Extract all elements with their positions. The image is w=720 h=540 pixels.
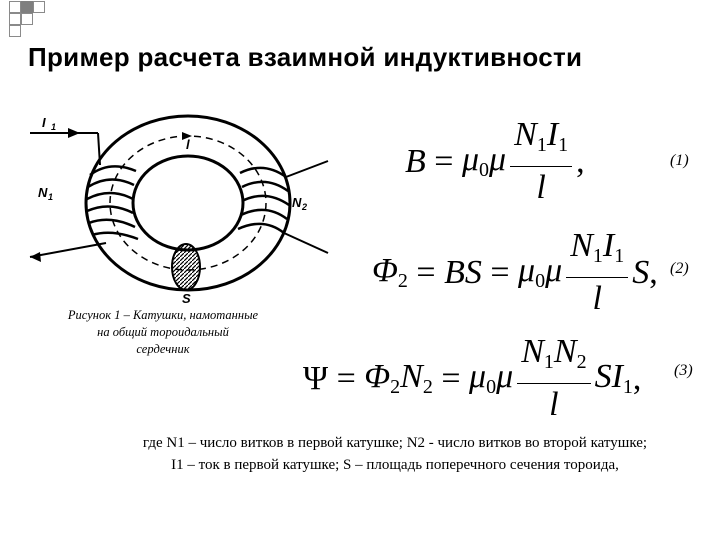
current-arrow-out	[30, 252, 41, 262]
label-n2: N	[292, 195, 302, 210]
definition-line-1: где N1 – число витков в первой катушке; N2 - число витков во второй катушке;	[142, 435, 648, 451]
label-s: S	[182, 291, 191, 305]
corner-square	[21, 1, 33, 13]
variable-definitions	[70, 432, 720, 476]
equation-3-number: (3)	[674, 362, 693, 379]
label-l: l	[186, 137, 190, 152]
figure-caption	[28, 307, 298, 358]
label-i1: I	[42, 115, 46, 130]
toroid-figure	[28, 105, 348, 305]
corner-square	[9, 25, 21, 37]
caption-line: сердечник	[136, 342, 190, 356]
cross-section-s	[172, 244, 200, 290]
definition-line-2: I1 – ток в первой катушке; S – площадь поперечного сечения тороида,	[171, 457, 619, 473]
label-i1-sub: 1	[51, 122, 57, 132]
corner-square	[21, 13, 33, 25]
equation-2: $\Phi_2$ = BS = $\mu_0\mu$ $\frac{N_1I_1}{l}$ S ,	[372, 227, 658, 317]
label-n2-sub: 2	[302, 202, 308, 212]
caption-line: на общий тороидальный	[97, 325, 229, 339]
slide-title: Пример расчета взаимной индуктивности	[28, 42, 583, 72]
label-n1-sub: 1	[48, 192, 54, 202]
equation-1-number: (1)	[670, 152, 689, 169]
toroid-inner	[133, 156, 243, 250]
corner-square	[33, 1, 45, 13]
equation-2-number: (2)	[670, 260, 689, 277]
equation-1: B = $\mu_0\mu$ $\frac{N_1I_1}{l}$ ,	[405, 116, 585, 206]
equation-3: Ψ = $\Phi_2N_2$ = $\mu_0\mu$ $\frac{N_1N_2}{l}$ $SI_1$ ,	[303, 333, 642, 423]
current-arrow-in	[68, 128, 80, 138]
caption-line: Рисунок 1 – Катушки, намотанные	[67, 308, 259, 322]
corner-square	[9, 13, 21, 25]
label-n1: N	[38, 185, 48, 200]
coil-n1	[87, 166, 138, 239]
coil-n2	[238, 168, 289, 233]
corner-square	[9, 1, 21, 13]
